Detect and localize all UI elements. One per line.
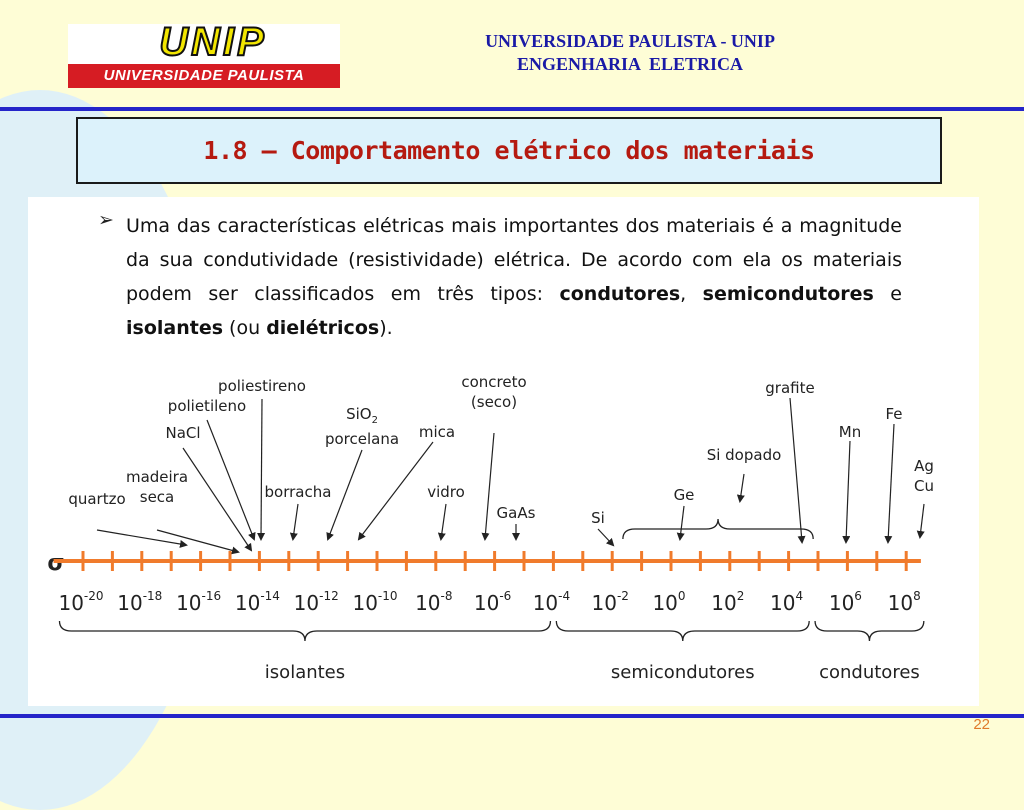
class-label: isolantes bbox=[264, 662, 346, 683]
tick-label: $10^0$ bbox=[652, 589, 686, 615]
tick-label: $10^{-20}$ bbox=[58, 589, 104, 615]
material-arrow bbox=[293, 504, 298, 539]
class-label: semicondutores bbox=[610, 662, 755, 683]
material-label: Mn bbox=[838, 423, 862, 441]
logo-subtitle: UNIVERSIDADE PAULISTA bbox=[68, 64, 340, 88]
logo-wordmark: UNIP bbox=[159, 20, 267, 64]
material-label: poliestireno bbox=[218, 377, 306, 395]
material-arrow bbox=[183, 448, 251, 550]
material-arrow bbox=[328, 450, 362, 539]
material-label: borracha bbox=[264, 483, 332, 501]
material-arrow bbox=[207, 420, 254, 539]
term-dieletricos: dielétricos bbox=[266, 317, 380, 339]
material-label: grafite bbox=[765, 379, 815, 397]
material-arrow bbox=[485, 433, 494, 539]
tick-label: $10^{-16}$ bbox=[176, 589, 222, 615]
material-arrow bbox=[888, 424, 894, 542]
class-brace bbox=[556, 621, 809, 641]
tick-label: $10^{-14}$ bbox=[234, 589, 280, 615]
material-label: Cu bbox=[914, 477, 934, 495]
term-condutores: condutores bbox=[559, 283, 681, 305]
page-number: 22 bbox=[973, 716, 990, 733]
material-label: Si bbox=[591, 509, 605, 527]
material-arrow bbox=[157, 530, 238, 552]
material-label: (seco) bbox=[470, 393, 518, 411]
conductivity-scale bbox=[28, 197, 979, 706]
tick-label: $10^{-18}$ bbox=[117, 589, 163, 615]
top-divider bbox=[0, 107, 1024, 111]
unip-logo bbox=[68, 20, 340, 88]
term-isolantes: isolantes bbox=[126, 317, 224, 339]
title-box bbox=[76, 117, 942, 184]
intro-text: Uma das características elétricas mais importantes dos materiais é a magnitude da sua condutividade (resistividade) elétrica. De acordo com ela os materiais podem ser classificados em três tipos: bbox=[126, 215, 902, 305]
material-label: polietileno bbox=[167, 397, 247, 415]
tick-label: $10^{-2}$ bbox=[591, 589, 629, 615]
tick-label: $10^8$ bbox=[887, 589, 921, 615]
tick-label: $10^{-4}$ bbox=[532, 589, 571, 615]
material-arrow bbox=[598, 529, 613, 545]
material-label: Ag bbox=[914, 457, 934, 475]
header-line-1: UNIVERSIDADE PAULISTA - UNIP bbox=[485, 31, 775, 51]
material-arrow bbox=[441, 504, 446, 539]
bottom-divider bbox=[0, 714, 1024, 718]
tick-label: $10^{-6}$ bbox=[473, 589, 512, 615]
tick-label: $10^{-12}$ bbox=[293, 589, 339, 615]
class-label: condutores bbox=[819, 662, 920, 683]
class-brace bbox=[59, 621, 550, 641]
material-label: Si dopado bbox=[706, 446, 782, 464]
material-arrow bbox=[920, 504, 924, 537]
class-brace bbox=[815, 621, 924, 641]
material-label: seca bbox=[139, 488, 175, 506]
material-label: Fe bbox=[885, 405, 903, 423]
term-semicondutores: semicondutores bbox=[702, 283, 874, 305]
content-panel bbox=[28, 197, 979, 706]
material-label: vidro bbox=[427, 483, 465, 501]
sigma-symbol: σ bbox=[47, 551, 65, 576]
tick-label: $10^2$ bbox=[711, 589, 745, 615]
material-label: porcelana bbox=[324, 430, 400, 448]
tick-label: $10^6$ bbox=[828, 589, 862, 615]
material-label: concreto bbox=[461, 373, 527, 391]
institution-header bbox=[430, 30, 830, 76]
material-arrow bbox=[846, 441, 850, 542]
material-arrow bbox=[261, 399, 262, 539]
intro-or: (ou bbox=[223, 317, 267, 339]
material-arrow bbox=[359, 442, 433, 539]
intro-comma: , bbox=[680, 283, 703, 305]
material-arrow bbox=[680, 506, 684, 539]
material-label: GaAs bbox=[496, 504, 536, 522]
material-arrow bbox=[790, 398, 802, 542]
material-label: mica bbox=[418, 423, 456, 441]
tick-label: $10^4$ bbox=[770, 589, 804, 615]
tick-label: $10^{-8}$ bbox=[415, 589, 453, 615]
material-label: SiO$_2$ bbox=[346, 405, 378, 426]
material-label: NaCl bbox=[165, 424, 201, 442]
material-arrow bbox=[97, 530, 186, 545]
material-label: madeira bbox=[125, 468, 189, 486]
intro-and: e bbox=[873, 283, 902, 305]
material-arrow bbox=[740, 474, 744, 501]
header-line-2: ENGENHARIA ELETRICA bbox=[516, 54, 744, 74]
intro-end: ). bbox=[379, 317, 393, 339]
slide-title: 1.8 – Comportamento elétrico dos materiais bbox=[203, 136, 815, 165]
material-label: Ge bbox=[673, 486, 695, 504]
bullet-arrow-icon: ➢ bbox=[98, 210, 114, 231]
si-dopado-brace bbox=[623, 519, 813, 539]
tick-label: $10^{-10}$ bbox=[352, 589, 398, 615]
material-label: quartzo bbox=[68, 490, 126, 508]
